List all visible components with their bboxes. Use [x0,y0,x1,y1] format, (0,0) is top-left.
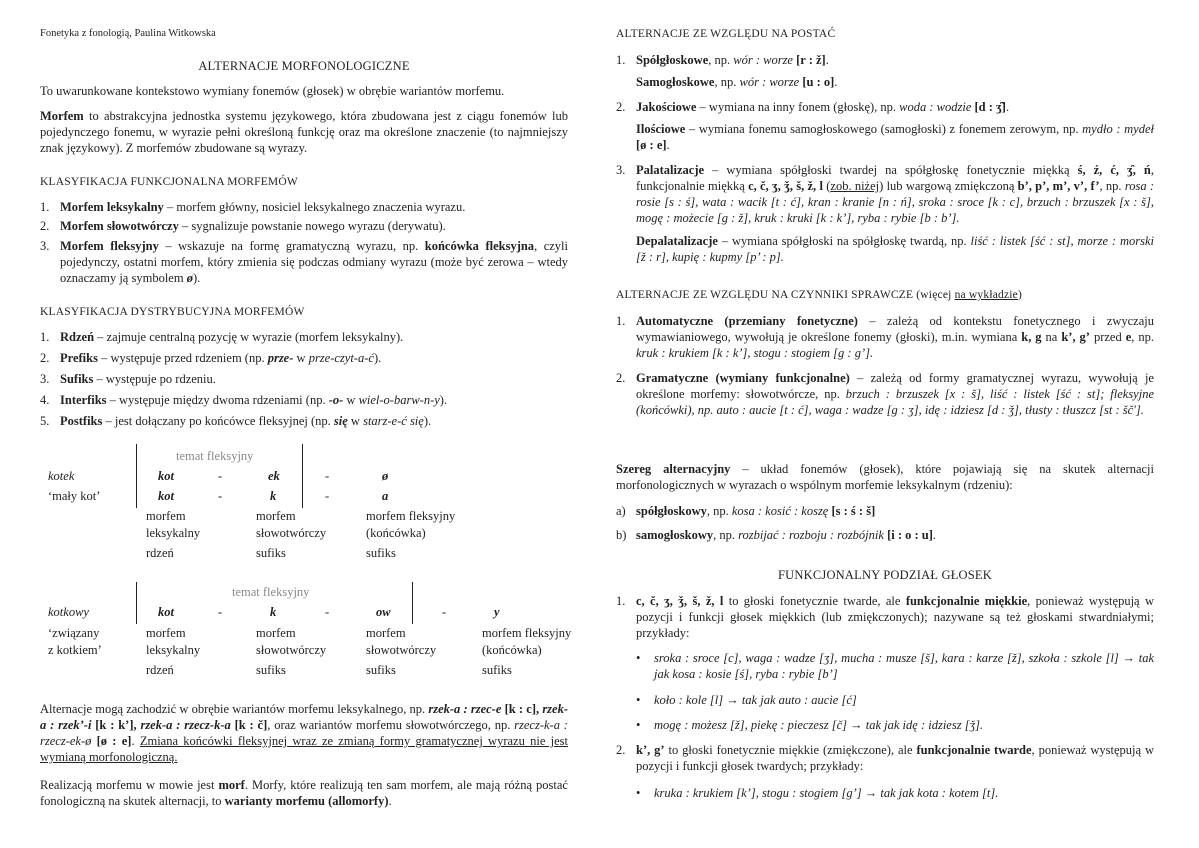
klas-dystrybucyjna-title: KLASYFIKACJA DYSTRYBUCYJNA MORFEMÓW [40,306,305,318]
list-item: 3. Morfem fleksyjny – wskazuje na formę gramatyczną wyrazu, np. końcówka fleksyjna, czyli pojedynczy, ostatni morfem, który zmienia się podczas odmiany wyrazu (może być zerowa – wtedy oznaczamy ją symbolem ø). [40,239,568,285]
header: Fonetyka z fonologią, Paulina Witkowska [40,28,216,39]
podzial-title: FUNKCJONALNY PODZIAŁ GŁOSEK [778,568,992,582]
list-item: 2. Gramatyczne (wymiany funkcjonalne) – zależą od formy gramatycznej wyrazu, wywołują je określone morfemy: słowotwórcze, np. brzuch : brzuszek [x : š], liść : listek [ść : st]; fleksyjne (końcówki), np. auto : aucie [t : ć], waga : wadze [g : ʒ], idę : idziesz [d : ǯ], tłusty : tłuszcz [st : ščʹ]. [616,371,1155,417]
list-item: 1. Spółgłoskowe, np. wór : worze [r : ž]. [616,53,829,67]
list-item: 1. Morfem leksykalny – morfem główny, nosiciel leksykalnego znaczenia wyrazu. [40,200,466,214]
szereg-paragraph: Szereg alternacyjny – układ fonemów (głosek), które pojawiają się na skutek alternacji morfonologicznych w wyrazach o wspólnym morfemie leksykalnym (rdzeniu): [616,462,1154,492]
bullet-item: • koło : kole [l] → tak jak auto : aucie [ć] [636,693,857,707]
list-item: 2. Morfem słowotwórczy – sygnalizuje powstanie nowego wyrazu (derywatu). [40,219,446,233]
morpheme-table-2: temat fleksyjny kotkowy kot - k - ow - y ‘związany z kotkiem’ morfem morfem morfem morfem fleksyjny leksykalny słowotwórczy słowotwórczy (końcówka) rdzeń sufiks sufiks sufiks [40,582,568,682]
list-item: b) samogłoskowy, np. rozbijać : rozboju : rozbójnik [i : o : u]. [616,528,937,542]
list-item: 3. Sufiks – występuje po rdzeniu. [40,372,216,386]
list-item: Depalatalizacje – wymiana spółgłoski na spółgłoskę twardą, np. liść : listek [ść : st], morze : morski [ž : r], kupię : kupmy [p’ : p]. [636,234,1154,264]
list-item: a) spółgłoskowy, np. kosa : kosić : koszę [s : ś : š] [616,504,876,518]
bullet-item: • mogę : możesz [ž], piekę : pieczesz [č] → tak jak idę : idziesz [ǯ]. [636,718,984,732]
intro: To uwarunkowane kontekstowo wymiany fonemów (głosek) w obrębie wariantów morfemu. [40,84,505,98]
morfem-def: to abstrakcyjna jednostka systemu językowego, która zbudowana jest z ciągu fonemów lub pojedynczego fonemu, w wyrazie pełni określoną funkcję oraz ma określone znaczenie (to najmniejszy znak językowy). Z morfemów zbudowane są wyrazy. [40,109,568,155]
postac-title: ALTERNACJE ZE WZGLĘDU NA POSTAĆ [616,28,836,40]
morf-paragraph: Realizacją morfemu w mowie jest morf. Morfy, które realizują ten sam morfem, ale mają różną postać fonologiczną na skutek alternacji, to warianty morfemu (allomorfy). [40,778,568,808]
list-item: 2. Jakościowe – wymiana na inny fonem (głoskę), np. woda : wodzie [d : ʒ̑]. [616,100,1010,114]
list-item: Samogłoskowe, np. wór : worze [u : o]. [636,75,838,89]
bullet-item: • kruka : krukiem [k’], stogu : stogiem [g’] → tak jak kota : kotem [t]. [636,786,999,800]
list-item: Ilościowe – wymiana fonemu samogłoskowego (samogłoski) z fonemem zerowym, np. mydło : mydeł [ø : e]. [636,122,1154,152]
alternacje-paragraph: Alternacje mogą zachodzić w obrębie wariantów morfemu leksykalnego, np. rzek-a : rzec-e [k : c], rzek-a : rzek’-i [k : k’], rzek-a : rzecz-k-a [k : č], oraz wariantów morfemu słowotwórczego, np. rzecz-k-a : rzecz-ek-ø [ø : e]. Zmiana końcówki fleksyjnej wraz ze zmianą formy gramatycznej wyrazu nie jest wymianą morfonologiczną. [40,702,569,764]
bullet-item: • sroka : sroce [c], waga : wadze [ʒ], mucha : musze [š], kara : karze [ž], szkoła : szkole [l] → tak jak kosa : kosie [ś], ryba : rybie [b’] [636,651,1154,681]
title-alternacje: ALTERNACJE MORFONOLOGICZNE [198,59,410,73]
czynniki-title: ALTERNACJE ZE WZGLĘDU NA CZYNNIKI SPRAWCZE (więcej na wykładzie) [616,289,1023,301]
list-item: 3. Palatalizacje – wymiana spółgłoski twardej na spółgłoskę fonetycznie miękką ś, ź, ć, ʒ̑, ń, funkcjonalnie miękką c, č, ʒ, ǯ, š, ž, l (zob. niżej) lub wargową zmiękczoną b’, p’, m’, v’, f’, np. rosa : rosie [s : ś], wata : wacik [t : ć], kran : kranie [n : ń], sroka : sroce [k : c], brzuch : brzuszek [x : š], mogę : możecie [g : ž], kruk : kruki [k : k’], ryba : rybie [b : b’]. [616,163,1155,225]
list-item: 2. k’, g’ to głoski fonetycznie miękkie (zmiękczone), ale funkcjonalnie twarde, ponieważ występują w pozycji i funkcji głosek twardych; przykłady: [616,743,1154,773]
morpheme-table-1: temat fleksyjny kotek kot - ek - ø ‘mały kot’ kot - k - a morfem morfem morfem fleksyjny leksykalny słowotwórczy (końcówka) rdzeń sufiks sufiks [40,444,568,564]
list-item: 4. Interfiks – występuje między dwoma rdzeniami (np. -o- w wiel-o-barw-n-y). [40,393,448,407]
morfem-definition [40,108,568,156]
list-item: 2. Prefiks – występuje przed rdzeniem (np. prze- w prze-czyt-a-ć). [40,351,382,365]
klas-funkcjonalna-title: KLASYFIKACJA FUNKCJONALNA MORFEMÓW [40,176,298,188]
list-item: 1. Rdzeń – zajmuje centralną pozycję w wyrazie (morfem leksykalny). [40,330,404,344]
morfem-term: Morfem [40,109,84,123]
list-item: 1. c, č, ʒ, ǯ, š, ž, l to głoski fonetycznie twarde, ale funkcjonalnie miękkie, ponieważ występują w pozycji i funkcji głosek miękkich (lub zmiękczonych); nazywane są też głoskami stwardniałymi; przykłady: [616,594,1154,640]
list-item: 5. Postfiks – jest dołączany po końcówce fleksyjnej (np. się w starz-e-ć się). [40,414,432,428]
list-item: 1. Automatyczne (przemiany fonetyczne) – zależą od kontekstu fonetycznego i zwyczaju wymawianiowego, wywołują je określone fonemy (głoski), m.in. wymiana k, g na k’, g’ przed e, np. kruk : krukiem [k : k’], stogu : stogiem [g : g’]. [616,314,1154,360]
